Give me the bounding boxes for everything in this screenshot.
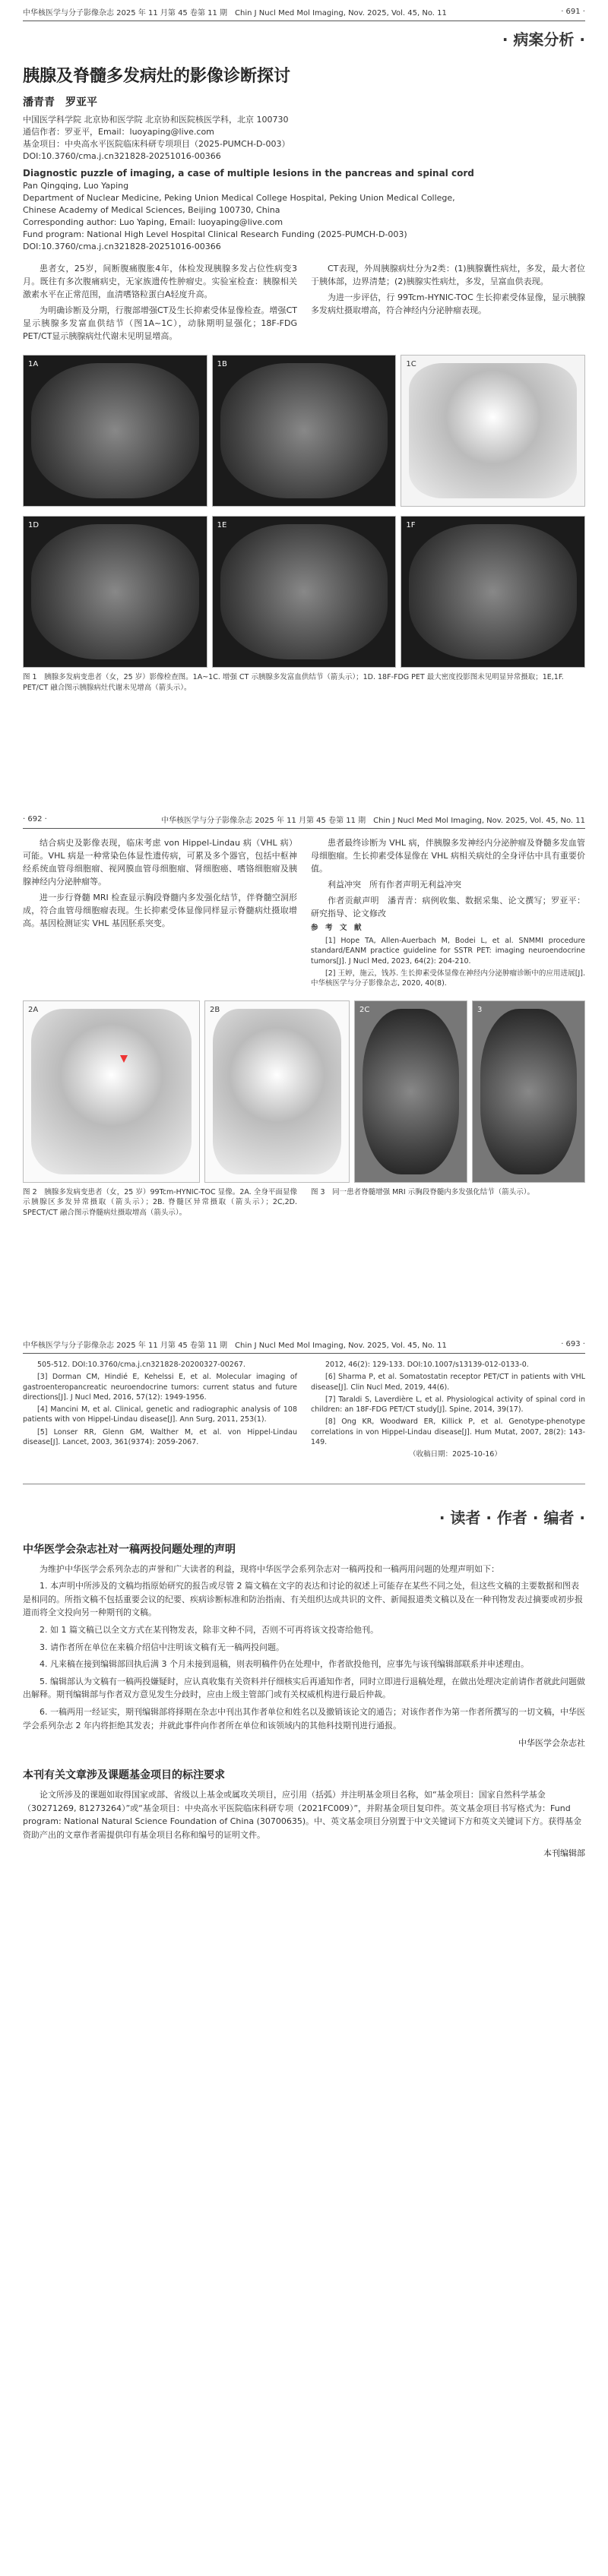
reference: [1] Hope TA, Allen-Auerbach M, Bodei L, et al. SNMMI procedure standard/EANM practice guideline for SSTR PET: imaging neuroendocrine tumors[J]. J Nucl Med, 2023, 64(2): 204-210. xyxy=(311,937,585,966)
figure-1b: 1B xyxy=(212,355,397,507)
notice-paragraph: 5. 编辑部认为文稿有一稿两投嫌疑时，应认真收集有关资料并仔细核实后再通知作者，同时立即进行退稿处理，在做出处理决定前请作者就此问题做出解释。期刊编辑部与作者双方意见发生分歧时，应由上级主管部门或有关权威机构进行最后仲裁。 xyxy=(23,1676,585,1700)
reference: [5] Lonser RR, Glenn GM, Walther M, et al. von Hippel-Lindau disease[J]. Lancet, 2003, 361(9374): 2059-2067. xyxy=(23,1427,297,1447)
notice-paragraph: 1. 本声明中所涉及的文稿均指原始研究的报告或尽管 2 篇文稿在文字的表达和讨论的叙述上可能存在某些不同之处，但这些文稿的主要数据和图表是相同的。所指文稿不包括重要会议的纪要、疾病诊断标准和防治指南、有关组织达成共识的文件、新闻报道类文稿以及在一种刊物发表过摘要或初步报道而将全文投向另一种期刊的文稿。 xyxy=(23,1581,583,1618)
figure-3-caption: 图 3 同一患者脊髓增强 MRI 示胸段脊髓内多发强化结节（箭头示）。 xyxy=(311,1187,534,1196)
english-authors: Pan Qingqing, Luo Yaping xyxy=(23,181,129,191)
paragraph: 结合病史及影像表现，临床考虑 von Hippel-Lindau 病（VHL 病）可能。VHL 病是一种常染色体显性遗传病，可累及多个器官，包括中枢神经系统血管母细胞瘤、视网膜血管母细胞瘤、肾细胞癌、嗜铬细胞瘤及胰腺神经内分泌肿瘤等。 xyxy=(23,837,297,887)
paragraph: 患者女，25岁，间断腹痛腹胀4年，体检发现胰腺多发占位性病变3月。既往有多次腹痛病史，无家族遗传性肿瘤史。实验室检查：胰腺相关激素水平在正常范围，血清嗜铬粒蛋白A轻度升高。 xyxy=(23,263,297,299)
english-affiliation-2: Chinese Academy of Medical Sciences, Beijing 100730, China xyxy=(23,205,280,216)
reference: [2] 王婷，施云，钱苏. 生长抑素受体显像在神经内分泌肿瘤诊断中的应用进展[J]. 中华核医学与分子影像杂志, 2020, 40(8). xyxy=(311,969,585,988)
paragraph: CT表现，外周胰腺病灶分为2类：(1)胰腺囊性病灶，多发，最大者位于胰体部，边界清楚；(2)胰腺实性病灶，多发，呈富血供表现。 xyxy=(311,263,585,286)
figure-1c: 1C xyxy=(401,355,585,507)
notice-paragraph: 4. 凡来稿在接到编辑部回执后满 3 个月未接到退稿，则表明稿件仍在处理中，作者欲投他刊，应事先与该刊编辑部联系并申述理由。 xyxy=(40,1659,529,1670)
header-page-number: · 691 · xyxy=(561,8,585,16)
notice-signature: 中华医学会杂志社 xyxy=(518,1738,585,1749)
body-columns xyxy=(23,836,585,991)
references-right xyxy=(311,1360,585,1462)
header-journal: 中华核医学与分子影像杂志 2025 年 11 月第 45 卷第 11 期 Chin J Nucl Med Mol Imaging, Nov. 2025, Vol. 45, No. 11 xyxy=(23,9,447,17)
notice-title: 中华医学会杂志社对一稿两投问题处理的声明 xyxy=(23,1543,236,1556)
figure-1f: 1F xyxy=(401,516,585,668)
body-right-column xyxy=(311,836,585,991)
english-affiliation-1: Department of Nuclear Medicine, Peking Union Medical College Hospital, Peking Union Medical College, xyxy=(23,193,455,204)
header-journal: 中华核医学与分子影像杂志 2025 年 11 月第 45 卷第 11 期 Chin J Nucl Med Mol Imaging, Nov. 2025, Vol. 45, No. 11 xyxy=(23,1341,447,1350)
notice-paragraph: 论文所涉及的课题如取得国家或部、省级以上基金或属攻关项目，应引用（括弧）并注明基金项目名称，如“基金项目：国家自然科学基金（30271269, 81273264）”或“基金项目：中央高水平医院临床科研专项（2021FC009）”，并附基金项目复印件。英文基金项目书写格式为：Fund program: National Natural Science Foundation of China (30700635)。中、英文基金项目分别置于中文关键词下方和英文关键词下方。获得基金资助产出的文章作者需提供印有基金项目名称和编号的证明文件。 xyxy=(23,1790,582,1840)
editor-section xyxy=(23,1484,585,1859)
notice-paragraph: 2. 如 1 篇文稿已以全文方式在某刊物发表，除非文种不同，否则不可再将该文投寄给他刊。 xyxy=(40,1624,378,1635)
figure-captions xyxy=(23,1183,585,1218)
notice-paragraph: 为维护中华医学会系列杂志的声誉和广大读者的利益，现将中华医学会系列杂志对一稿两投和一稿两用问题的处理声明如下： xyxy=(40,1563,499,1574)
figure-2a: 2A xyxy=(23,1000,200,1183)
english-title: Diagnostic puzzle of imaging, a case of multiple lesions in the pancreas and spinal cord xyxy=(23,167,474,179)
conflict-statement: 利益冲突 所有作者声明无利益冲突 xyxy=(328,879,461,890)
figure-2-caption: 图 2 胰腺多发病变患者（女，25 岁）99Tcm-HYNIC-TOC 显像。2A. 全身平面显像示胰腺区多发异常摄取（箭头示）；2B. 脊髓区异常摄取（箭头示）；2C,2D. SPECT/CT 融合图示脊髓病灶摄取增高（箭头示）。 xyxy=(23,1187,297,1218)
article-title: 胰腺及脊髓多发病灶的影像诊断探讨 xyxy=(23,67,291,86)
notice-signature: 本刊编辑部 xyxy=(543,1847,585,1858)
references-heading: 参 考 文 献 xyxy=(311,923,362,932)
body-right-column xyxy=(311,262,585,346)
header-page-number: · 693 · xyxy=(561,1339,585,1348)
fund-cn: 基金项目：中央高水平医院临床科研专项项目（2025-PUMCH-D-003） xyxy=(23,138,290,149)
running-header xyxy=(23,0,585,21)
english-corresponding: Corresponding author: Luo Yaping, Email: luoyaping@live.com xyxy=(23,217,283,227)
notice-paragraph: 6. 一稿两用一经证实，期刊编辑部将择期在杂志中刊出其作者单位和姓名以及撤销该论文的通告；对该作者作为第一作者所撰写的一切文稿，中华医学会系列杂志 2 年内将拒绝其发表；并就此事件向作者所在单位和该领域内的其他科技期刊进行通报。 xyxy=(23,1706,585,1731)
reference: [8] Ong KR, Woodward ER, Killick P, et al. Genotype-phenotype correlations in von Hippel-Lindau disease[J]. Hum Mutat, 2007, 28(2): 143-149. xyxy=(311,1418,585,1447)
paragraph: 患者最终诊断为 VHL 病，伴胰腺多发神经内分泌肿瘤及脊髓多发血管母细胞瘤。生长抑素受体显像在 VHL 病相关病灶的全身评估中具有重要价值。 xyxy=(311,837,585,874)
notice-paragraph: 3. 请作者所在单位在来稿介绍信中注明该文稿有无一稿两投问题。 xyxy=(40,1642,284,1652)
english-fund: Fund program: National High Level Hospital Clinical Research Funding (2025-PUMCH-D-003) xyxy=(23,229,407,239)
section-tag: · 病案分析 · xyxy=(502,30,585,49)
paragraph: 进一步行脊髓 MRI 检查显示胸段脊髓内多发强化结节，伴脊髓空洞形成，符合血管母细胞瘤表现。生长抑素受体显像同样显示脊髓病灶摄取增高。基因检测证实 VHL 基因胚系突变。 xyxy=(23,892,297,928)
page-2 xyxy=(23,808,585,1218)
header-journal: 中华核医学与分子影像杂志 2025 年 11 月第 45 卷第 11 期 Chin J Nucl Med Mol Imaging, Nov. 2025, Vol. 45, No. 11 xyxy=(161,816,585,825)
body-left-column xyxy=(23,836,297,991)
running-header xyxy=(23,808,585,829)
corresponding-cn: 通信作者：罗亚平，Email：luoyaping@live.com xyxy=(23,126,214,137)
authors: 潘青青 罗亚平 xyxy=(23,96,97,109)
reference: [7] Taraldi S, Laverdière L, et al. Physiological activity of spinal cord in children: an 18F-FDG PET/CT study[J]. Spine, 2014, 39(17). xyxy=(311,1395,585,1414)
body-columns xyxy=(23,262,585,346)
reference: 2012, 46(2): 129-133. DOI:10.1007/s13139-012-0133-0. xyxy=(325,1360,529,1369)
header-page-number: · 692 · xyxy=(23,814,47,823)
figure-2-row xyxy=(23,1000,585,1183)
notice-fund-annotation xyxy=(23,1767,585,1858)
running-header xyxy=(23,1332,585,1354)
page-1 xyxy=(23,0,585,694)
notice-duplicate-submission xyxy=(23,1541,585,1749)
figure-2c: 2C xyxy=(354,1000,467,1183)
figure-3: 3 xyxy=(472,1000,585,1183)
english-doi: DOI:10.3760/cma.j.cn321828-20251016-00366 xyxy=(23,241,221,251)
figure-1e: 1E xyxy=(212,516,397,668)
figure-2b: 2B xyxy=(204,1000,350,1183)
received-date: （收稿日期：2025-10-16） xyxy=(409,1450,502,1459)
reference: [3] Dorman CM, Hindié E, Kehelssi E, et al. Molecular imaging of gastroenteropancreatic neuroendocrine tumors: current status and future directions[J]. J Nucl Med, 2016, 57(12): 1949-1956. xyxy=(23,1373,297,1402)
references-left xyxy=(23,1360,297,1462)
paragraph: 为进一步评估，行 99Tcm-HYNIC-TOC 生长抑素受体显像，显示胰腺多发病灶摄取增高，符合神经内分泌肿瘤表现。 xyxy=(311,292,585,315)
contribution-statement: 作者贡献声明 潘青青：病例收集、数据采集、论文撰写；罗亚平：研究指导、论文修改 xyxy=(311,895,585,918)
article-meta xyxy=(23,114,585,253)
figure-1-row-b xyxy=(23,516,585,668)
figure-1a: 1A xyxy=(23,355,207,507)
section-banner: · 读者 · 作者 · 编者 · xyxy=(439,1508,585,1527)
reference: 505-512. DOI:10.3760/cma.j.cn321828-20200327-00267. xyxy=(37,1360,245,1369)
body-left-column xyxy=(23,262,297,346)
doi: DOI:10.3760/cma.j.cn321828-20251016-00366 xyxy=(23,150,221,161)
figure-1-row-a xyxy=(23,355,585,507)
paragraph: 为明确诊断及分期，行腹部增强CT及生长抑素受体显像检查。增强CT显示胰腺多发富血供结节（图1A~1C），动脉期明显强化；18F-FDG PET/CT显示胰腺病灶代谢未见明显增高。 xyxy=(23,305,297,341)
notice-title: 本刊有关文章涉及课题基金项目的标注要求 xyxy=(23,1769,225,1782)
figure-1d: 1D xyxy=(23,516,207,668)
reference: [4] Mancini M, et al. Clinical, genetic and radiographic analysis of 108 patients with von Hippel-Lindau disease[J]. Ann Surg, 2011, 253(1). xyxy=(23,1405,297,1424)
references-continued xyxy=(23,1360,585,1462)
page-3 xyxy=(23,1332,585,1859)
reference: [6] Sharma P, et al. Somatostatin receptor PET/CT in patients with VHL disease[J]. Clin Nucl Med, 2019, 44(6). xyxy=(311,1373,585,1392)
figure-1-caption: 图 1 胰腺多发病变患者（女，25 岁）影像检查图。1A~1C. 增强 CT 示胰腺多发富血供结节（箭头示）；1D. 18F-FDG PET 最大密度投影图未见明显异常摄取；1E,1F. PET/CT 融合图示胰腺病灶代谢未见增高（箭头示）。 xyxy=(23,673,564,692)
affiliation-cn: 中国医学科学院 北京协和医学院 北京协和医院核医学科，北京 100730 xyxy=(23,115,289,125)
references-top xyxy=(311,923,585,989)
